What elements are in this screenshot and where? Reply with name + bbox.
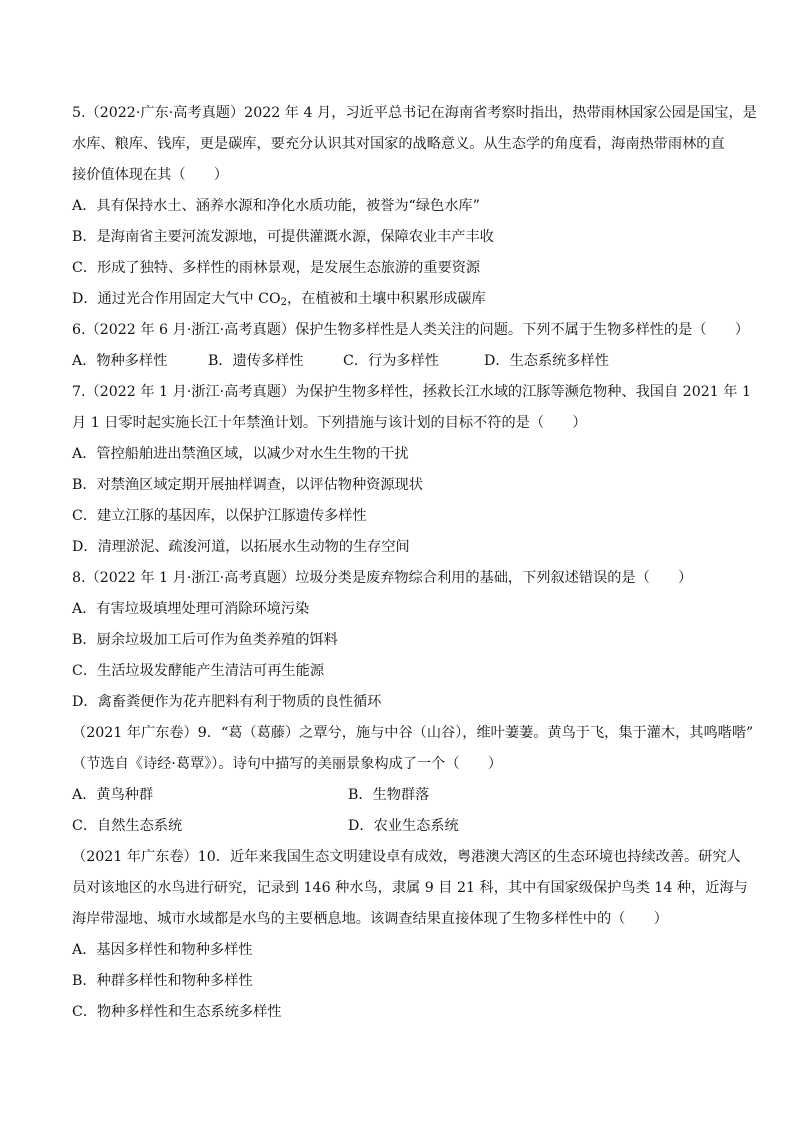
question-10-option-c: C．物种多样性和生态系统多样性 [72, 1004, 282, 1020]
question-list [72, 98, 757, 1028]
question-5-option-b: B．是海南省主要河流发源地，可提供灌溉水源，保障农业丰产丰收 [72, 229, 494, 245]
question-7-option-d: D．清理淤泥、疏浚河道，以拓展水生动物的生存空间 [72, 539, 410, 555]
question-9-stem-line-2: （节选自《诗经·葛覃》）。诗句中描写的美丽景象构成了一个（ ） [72, 756, 503, 772]
question-9-option-b: B．生物群落 [348, 787, 430, 803]
question-8-option-b: B．厨余垃圾加工后可作为鱼类养殖的饵料 [72, 632, 338, 648]
question-9-option-d: D．农业生态系统 [348, 818, 459, 834]
question-7 [72, 377, 752, 563]
question-9-option-c: C．自然生态系统 [72, 818, 183, 834]
question-8-stem: 8.（2022 年 1 月·浙江·高考真题）垃圾分类是废弃物综合利用的基础，下列叙述错误的是（ ） [72, 570, 693, 586]
question-5-stem-line-3: 接价值体现在其（ ） [72, 167, 229, 183]
question-5-option-d-text: D．通过光合作用固定大气中 CO [72, 291, 281, 307]
question-9 [72, 718, 754, 842]
question-7-option-a: A．管控船舶进出禁渔区域，以减少对水生生物的干扰 [72, 446, 409, 462]
question-7-stem-line-2: 月 1 日零时起实施长江十年禁渔计划。下列措施与该计划的目标不符的是（ ） [72, 415, 587, 431]
question-7-option-b: B．对禁渔区域定期开展抽样调查，以评估物种资源现状 [72, 477, 423, 493]
question-6-stem: 6.（2022 年 6 月·浙江·高考真题）保护生物多样性是人类关注的问题。下列不属于生物多样性的是（ ） [72, 322, 750, 338]
question-10-option-b: B．种群多样性和物种多样性 [72, 973, 253, 989]
question-6-option-b: B．遗传多样性 [208, 353, 304, 369]
question-8-option-d: D．禽畜粪便作为花卉肥料有利于物质的良性循环 [72, 694, 382, 710]
question-10-option-a: A．基因多样性和物种多样性 [72, 942, 253, 958]
question-5-option-d [72, 284, 732, 315]
question-8-option-a: A．有害垃圾填埋处理可消除环境污染 [72, 601, 310, 617]
question-6-option-d: D．生态系统多样性 [484, 353, 609, 369]
question-6-option-c: C．行为多样性 [343, 353, 439, 369]
question-6-options [72, 346, 732, 377]
question-5-option-c: C．形成了独特、多样性的雨林景观，是发展生态旅游的重要资源 [72, 260, 481, 276]
question-5-option-d-text-end: ，在植被和土壤中积累形成碳库 [287, 291, 486, 307]
question-10-stem-line-3: 海岸带湿地、城市水域都是水鸟的主要栖息地。该调查结果直接体现了生物多样性中的（ ） [72, 911, 668, 927]
question-7-option-c: C．建立江豚的基因库，以保护江豚遗传多样性 [72, 508, 367, 524]
question-5-stem-line-1: 5.（2022·广东·高考真题）2022 年 4 月，习近平总书记在海南省考察时指出，热带雨林国家公园是国宝，是 [72, 105, 757, 121]
question-7-stem-line-1: 7.（2022 年 1 月·浙江·高考真题）为保护生物多样性，拯救长江水域的江豚等濒危物种、我国自 2021 年 1 [72, 384, 752, 400]
question-9-options-row-2 [72, 811, 732, 842]
question-5-option-a: A．具有保持水土、涵养水源和净化水质功能，被誉为“绿色水库” [72, 198, 480, 214]
question-5-stem-line-2: 水库、粮库、钱库，更是碳库，要充分认识其对国家的战略意义。从生态学的角度看，海南热带雨林的直 [72, 136, 725, 152]
question-6 [72, 315, 750, 377]
question-6-option-a: A．物种多样性 [72, 353, 168, 369]
question-5-option-d-subscript: 2 [280, 297, 287, 308]
question-8 [72, 563, 732, 718]
question-9-option-a: A．黄鸟种群 [72, 787, 154, 803]
question-9-options-row-1 [72, 780, 732, 811]
question-10-stem-line-1: （2021 年广东卷）10．近年来我国生态文明建设卓有成效，粤港澳大湾区的生态环境也持续改善。研究人 [72, 849, 741, 865]
question-8-option-c: C．生活垃圾发酵能产生清洁可再生能源 [72, 663, 325, 679]
question-9-stem-line-1: （2021 年广东卷）9．“葛（葛藤）之覃兮，施与中谷（山谷），维叶萋萋。黄鸟于飞，集于灌木，其鸣喈喈” [72, 725, 754, 741]
question-5 [72, 98, 757, 315]
question-10-stem-line-2: 员对该地区的水鸟进行研究，记录到 146 种水鸟，隶属 9 目 21 科，其中有国家级保护鸟类 14 种，近海与 [72, 880, 748, 896]
question-10 [72, 842, 748, 1028]
